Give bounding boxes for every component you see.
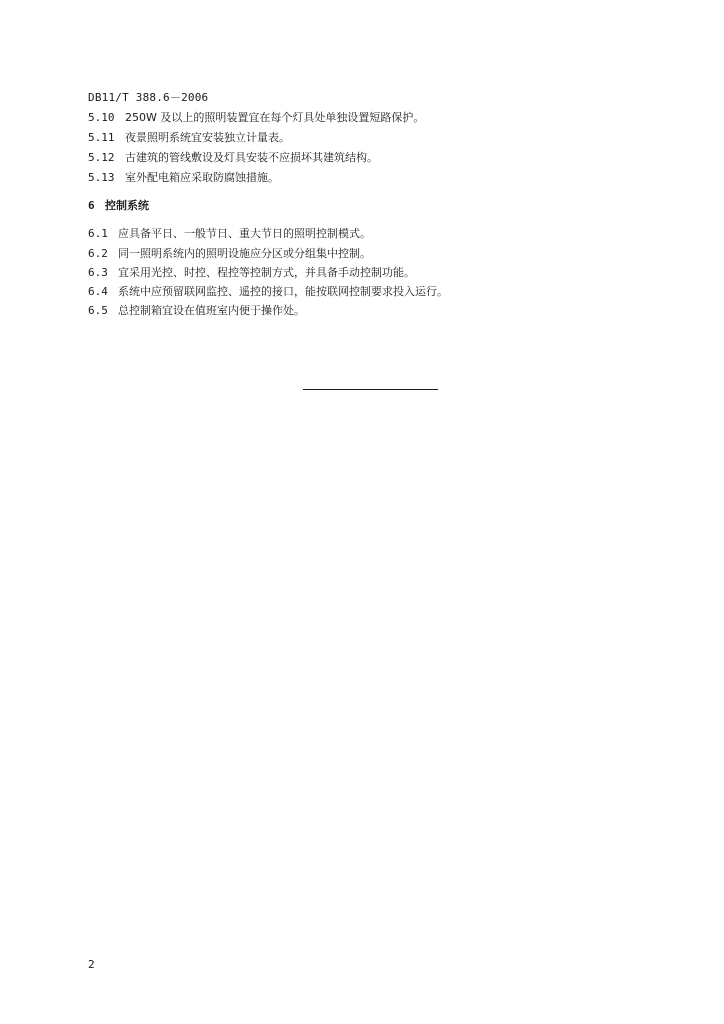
clause-text: 室外配电箱应采取防腐蚀措施。 [125, 171, 279, 184]
page-number: 2 [88, 958, 95, 971]
clause-text: 应具备平日、一般节日、重大节日的照明控制模式。 [118, 227, 371, 240]
clause-text: 夜景照明系统宜安装独立计量表。 [125, 131, 290, 144]
clause-number: 6.5 [88, 304, 108, 317]
clause-6-4 [88, 285, 448, 299]
clause-number: 5.10 [88, 111, 115, 124]
clause-6-5 [88, 304, 305, 318]
clause-5-13 [88, 171, 279, 185]
clause-text: 古建筑的管线敷设及灯具安装不应损坏其建筑结构。 [125, 151, 378, 164]
section-number: 6 [88, 199, 95, 212]
section-title: 控制系统 [105, 199, 149, 212]
clause-number: 6.1 [88, 227, 108, 240]
section-6-heading [88, 199, 149, 213]
clause-text: 250W 及以上的照明装置宜在每个灯具处单独设置短路保护。 [125, 111, 425, 124]
clause-5-12 [88, 151, 378, 165]
clause-number: 6.4 [88, 285, 108, 298]
clause-number: 6.3 [88, 266, 108, 279]
clause-number: 5.11 [88, 131, 115, 144]
clause-number: 6.2 [88, 247, 108, 260]
document-code-header: DB11/T 388.6－2006 [88, 91, 209, 104]
clause-text: 系统中应预留联网监控、遥控的接口，能按联网控制要求投入运行。 [118, 285, 448, 298]
clause-5-11 [88, 131, 290, 145]
clause-text: 宜采用光控、时控、程控等控制方式，并具备手动控制功能。 [118, 266, 415, 279]
end-of-document-rule [303, 389, 438, 390]
clause-number: 5.12 [88, 151, 115, 164]
clause-6-1 [88, 227, 371, 241]
clause-text: 总控制箱宜设在值班室内便于操作处。 [118, 304, 305, 317]
clause-number: 5.13 [88, 171, 115, 184]
clause-6-3 [88, 266, 415, 280]
clause-text: 同一照明系统内的照明设施应分区或分组集中控制。 [118, 247, 371, 260]
clause-6-2 [88, 247, 371, 261]
clause-5-10 [88, 111, 424, 125]
